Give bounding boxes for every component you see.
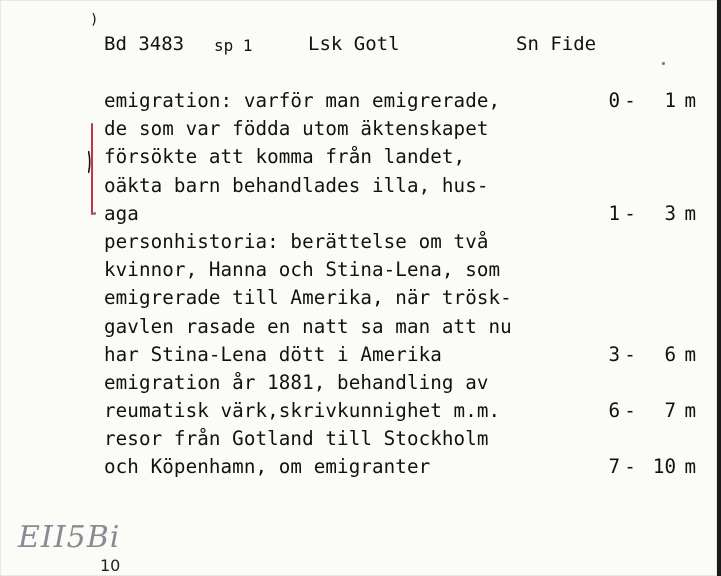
text-line: kvinnor, Hanna och Stina-Lena, som — [104, 258, 501, 282]
text-line: personhistoria: berättelse om två — [104, 229, 489, 253]
text-line: oäkta barn behandlades illa, hus- — [104, 173, 489, 197]
card-text-body — [104, 89, 704, 484]
text-line: och Köpenhamn, om emigranter 7 - 10 m — [104, 455, 696, 479]
text-line: aga 1 - 3 m — [104, 201, 696, 225]
ink-dot — [93, 212, 96, 215]
archive-code: EII5Bi — [18, 520, 121, 555]
record-id: Bd 3483 — [104, 33, 185, 55]
record-province: Lsk Gotl — [308, 33, 400, 55]
record-sp: sp 1 — [214, 36, 253, 55]
corner-mark: ) — [90, 12, 99, 28]
text-line: emigration år 1881, behandling av — [104, 370, 489, 394]
red-margin-mark — [91, 123, 93, 215]
text-line: resor från Gotland till Stockholm — [104, 427, 489, 451]
text-line: gavlen rasade en natt sa man att nu — [104, 314, 512, 338]
text-line: emigrerade till Amerika, när trösk- — [104, 286, 512, 310]
text-line: försökte att komma från landet, — [104, 145, 466, 169]
ink-dot — [662, 62, 665, 65]
bracket-mark — [88, 150, 91, 174]
text-line: de som var födda utom äktenskapet — [104, 117, 489, 141]
text-line: har Stina-Lena dött i Amerika 3 - 6 m — [104, 342, 696, 366]
archive-number: 10 — [100, 556, 121, 575]
record-parish: Sn Fide — [516, 33, 597, 55]
text-line: reumatisk värk,skrivkunnighet m.m. 6 - 7 m — [104, 399, 696, 423]
text-line: emigration: varför man emigrerade, 0 - 1 m — [104, 89, 696, 112]
